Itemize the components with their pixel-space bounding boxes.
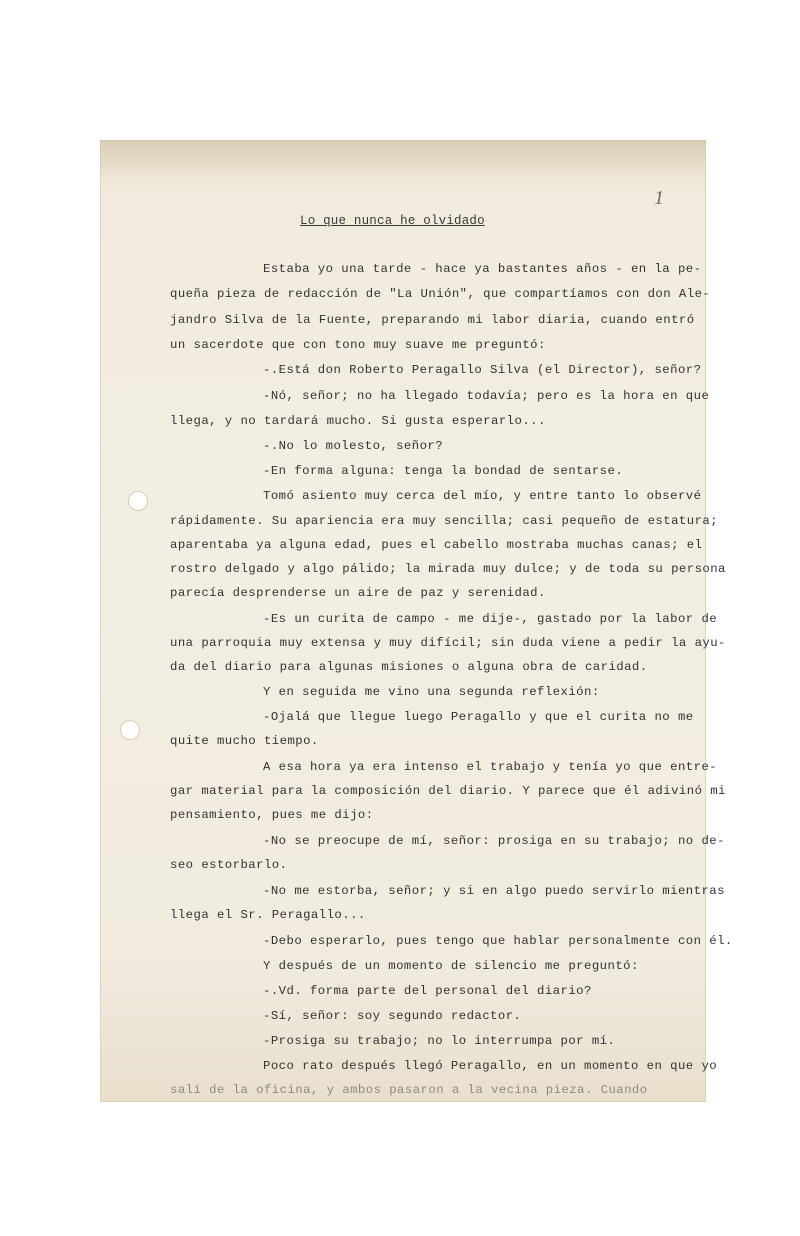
text-line: A esa hora ya era intenso el trabajo y tenía yo que entre- — [263, 760, 718, 774]
text-line: gar material para la composición del diario. Y parece que él adivinó mi — [170, 784, 726, 798]
text-line: -Prosiga su trabajo; no lo interrumpa por mí. — [263, 1034, 616, 1048]
text-line: parecía desprenderse un aire de paz y serenidad. — [170, 586, 546, 600]
text-line: jandro Silva de la Fuente, preparando mi labor diaria, cuando entró — [170, 313, 695, 327]
text-line: salí de la oficina, y ambos pasaron a la vecina pieza. Cuando — [170, 1083, 648, 1097]
text-line: una parroquia muy extensa y muy difícil; sin duda viene a pedir la ayu- — [170, 636, 726, 650]
text-line: da del diario para algunas misiones o alguna obra de caridad. — [170, 660, 648, 674]
text-line: -Es un curita de campo - me dije-, gastado por la labor de — [263, 612, 718, 626]
document-title: Lo que nunca he olvidado — [300, 214, 485, 228]
text-line: Poco rato después llegó Peragallo, en un momento en que yo — [263, 1059, 718, 1073]
text-line: Y en seguida me vino una segunda reflexión: — [263, 685, 600, 699]
text-line: pensamiento, pues me dijo: — [170, 808, 374, 822]
text-line: llega, y no tardará mucho. Si gusta esperarlo... — [170, 414, 546, 428]
text-line: aparentaba ya alguna edad, pues el cabello mostraba muchas canas; el — [170, 538, 703, 552]
punch-hole — [128, 491, 148, 511]
page-number: 1 — [654, 187, 664, 209]
text-line: -No se preocupe de mí, señor: prosiga en su trabajo; no de- — [263, 834, 725, 848]
text-line: rápidamente. Su apariencia era muy sencilla; casi pequeño de estatura; — [170, 514, 719, 528]
text-line: -.Está don Roberto Peragallo Silva (el Director), señor? — [263, 363, 702, 377]
text-line: quite mucho tiempo. — [170, 734, 319, 748]
text-line: -En forma alguna: tenga la bondad de sentarse. — [263, 464, 624, 478]
text-line: Y después de un momento de silencio me preguntó: — [263, 959, 639, 973]
text-line: -No me estorba, señor; y si en algo puedo servirlo mientras — [263, 884, 725, 898]
text-line: -.Vd. forma parte del personal del diario? — [263, 984, 592, 998]
text-line: queña pieza de redacción de "La Unión", que compartíamos con don Ale- — [170, 287, 711, 301]
text-line: un sacerdote que con tono muy suave me preguntó: — [170, 338, 546, 352]
text-line: Tomó asiento muy cerca del mío, y entre tanto lo observé — [263, 489, 702, 503]
text-line: seo estorbarlo. — [170, 858, 288, 872]
text-line: llega el Sr. Peragallo... — [170, 908, 366, 922]
text-line: Estaba yo una tarde - hace ya bastantes años - en la pe- — [263, 262, 702, 276]
text-line: -Nó, señor; no ha llegado todavía; pero es la hora en que — [263, 389, 710, 403]
punch-hole — [120, 720, 140, 740]
text-line: -Debo esperarlo, pues tengo que hablar personalmente con él. — [263, 934, 733, 948]
text-line: -Ojalá que llegue luego Peragallo y que el curita no me — [263, 710, 694, 724]
text-line: rostro delgado y algo pálido; la mirada muy dulce; y de toda su persona — [170, 562, 726, 576]
text-line: -.No lo molesto, señor? — [263, 439, 444, 453]
text-line: -Sí, señor: soy segundo redactor. — [263, 1009, 522, 1023]
